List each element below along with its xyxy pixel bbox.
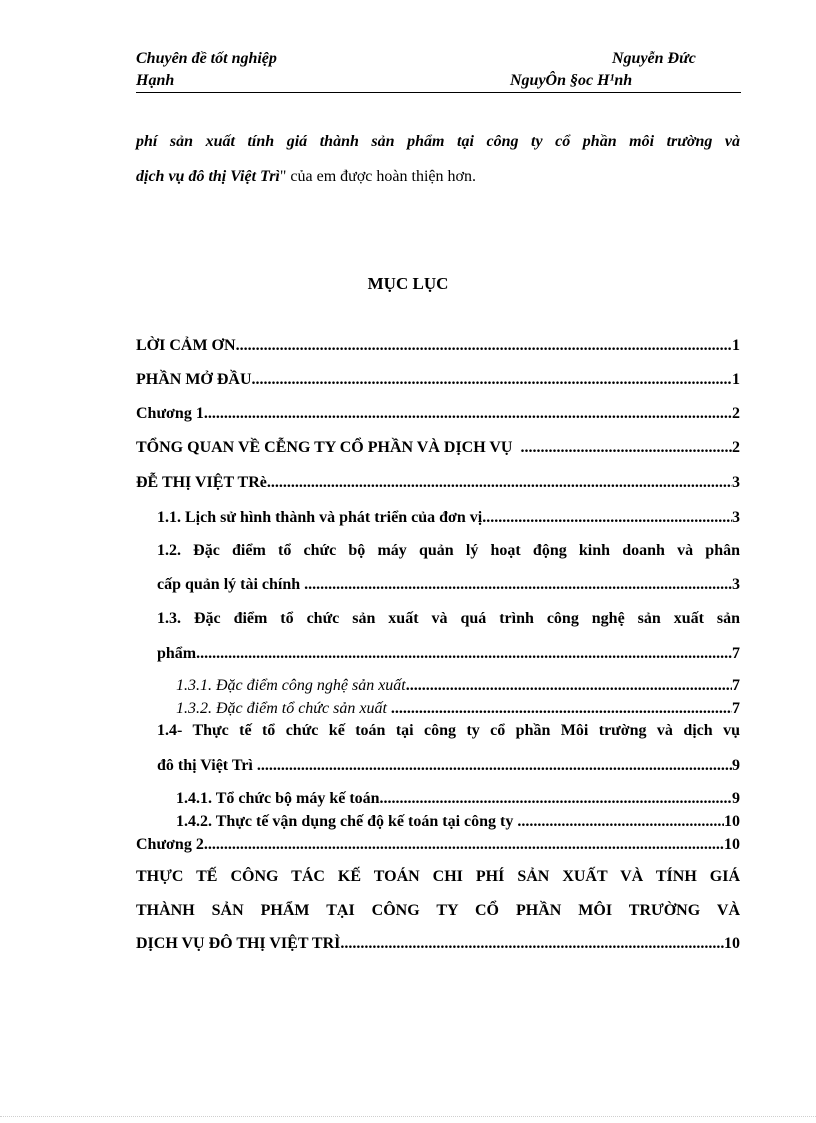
toc-entry[interactable] bbox=[176, 677, 740, 695]
toc-entry-page: 1 bbox=[732, 371, 740, 388]
toc-entry-text: 1.4.2. Thực tế vận dụng chế độ kế toán tại công ty bbox=[176, 813, 518, 830]
toc-entry-text: cấp quản lý tài chính bbox=[157, 576, 305, 593]
toc-entry-page: 3 bbox=[732, 509, 740, 526]
toc-entry-text: 1.4.1. Tổ chức bộ máy kế toán bbox=[176, 790, 380, 807]
toc-entry-page: 7 bbox=[732, 677, 740, 694]
toc-entry-page: 1 bbox=[732, 337, 740, 354]
header-left-line2: Hạnh bbox=[136, 72, 175, 89]
header-right-line1: Nguyễn Đức bbox=[612, 50, 696, 67]
toc-entry-page: 9 bbox=[732, 790, 740, 807]
intro-line1: phí sản xuất tính giá thành sản phẩm tại công ty cổ phần môi trường và bbox=[136, 133, 740, 150]
toc-title: MỤC LỤC bbox=[367, 274, 449, 293]
toc-entry-text: đô thị Việt Trì bbox=[157, 757, 257, 774]
intro-line2-bold: dịch vụ đô thị Việt Trì bbox=[136, 168, 280, 185]
toc-leader bbox=[304, 576, 732, 594]
toc-entry-page: 9 bbox=[732, 757, 740, 774]
toc-entry[interactable] bbox=[157, 576, 740, 594]
toc-leader bbox=[380, 790, 732, 808]
toc-entry[interactable] bbox=[157, 757, 740, 775]
toc-entry[interactable] bbox=[136, 836, 740, 854]
toc-leader bbox=[406, 677, 732, 695]
toc-entry[interactable] bbox=[157, 509, 740, 527]
toc-entry-page: 10 bbox=[724, 836, 740, 853]
toc-leader bbox=[204, 836, 724, 854]
toc-entry-page: 3 bbox=[732, 576, 740, 593]
toc-entry-page: 3 bbox=[732, 474, 740, 491]
toc-entry-page: 10 bbox=[724, 813, 740, 830]
toc-entry[interactable] bbox=[136, 439, 740, 457]
toc-entry-line1[interactable]: 1.4- Thực tế tổ chức kế toán tại công ty cổ phần Môi trường và dịch vụ bbox=[157, 722, 740, 739]
toc-leader bbox=[391, 700, 732, 718]
intro-line2 bbox=[136, 168, 741, 186]
toc-entry-text: TỔNG QUAN VỀ CỄNG TY CỔ PHẦN VÀ DỊCH VỤ bbox=[136, 439, 521, 456]
toc-entry-text: 1.3.1. Đặc điểm công nghệ sản xuất bbox=[176, 677, 406, 694]
toc-entry[interactable] bbox=[176, 813, 740, 831]
toc-entry-line1[interactable]: THỰC TẾ CÔNG TÁC KẾ TOÁN CHI PHÍ SẢN XUẤT VÀ TÍNH GIÁ bbox=[136, 868, 740, 885]
toc-leader bbox=[340, 935, 724, 953]
toc-entry[interactable] bbox=[136, 337, 740, 355]
toc-leader bbox=[204, 405, 732, 423]
toc-entry-text: phẩm bbox=[157, 645, 197, 662]
toc-entry[interactable] bbox=[157, 645, 740, 663]
toc-entry-page: 2 bbox=[732, 439, 740, 456]
toc-leader bbox=[196, 645, 732, 663]
toc-entry[interactable] bbox=[176, 790, 740, 808]
toc-leader bbox=[236, 337, 732, 355]
toc-entry[interactable] bbox=[136, 474, 740, 492]
toc-leader bbox=[517, 813, 724, 831]
toc-leader bbox=[252, 371, 732, 389]
toc-entry[interactable] bbox=[176, 700, 740, 718]
toc-entry-line1[interactable]: 1.2. Đặc điểm tổ chức bộ máy quản lý hoạt động kinh doanh và phân bbox=[157, 542, 740, 559]
toc-entry-line1[interactable]: 1.3. Đặc điểm tổ chức sản xuất và quá trình công nghệ sản xuất sản bbox=[157, 610, 740, 627]
toc-leader bbox=[267, 474, 732, 492]
toc-entry-text: Chương 2 bbox=[136, 836, 204, 853]
intro-line2-normal: " của em được hoàn thiện hơn. bbox=[279, 168, 476, 185]
header-divider bbox=[136, 92, 741, 93]
toc-entry-page: 7 bbox=[732, 645, 740, 662]
toc-entry-text: 1.3.2. Đặc điểm tổ chức sản xuất bbox=[176, 700, 391, 717]
toc-entry-text: 1.1. Lịch sử hình thành và phát triển của đơn vị. bbox=[157, 509, 487, 526]
toc-entry-page: 7 bbox=[732, 700, 740, 717]
toc-entry-text: PHẦN MỞ ĐẦU bbox=[136, 371, 252, 388]
toc-entry-text: ĐỄ THỊ VIỆT TRè bbox=[136, 474, 267, 491]
toc-entry-text: Chương 1 bbox=[136, 405, 204, 422]
toc-entry-page: 10 bbox=[724, 935, 740, 952]
toc-entry-text: LỜI CẢM ƠN bbox=[136, 337, 236, 354]
toc-leader bbox=[257, 757, 732, 775]
toc-entry[interactable] bbox=[136, 405, 740, 423]
toc-entry-text: DỊCH VỤ ĐÔ THỊ VIỆT TRÌ bbox=[136, 935, 341, 952]
toc-entry-line2[interactable]: THÀNH SẢN PHẨM TẠI CÔNG TY CỔ PHẦN MÔI TRƯỜNG VÀ bbox=[136, 902, 740, 919]
toc-entry-page: 2 bbox=[732, 405, 740, 422]
toc-entry[interactable] bbox=[136, 935, 740, 953]
toc-leader bbox=[486, 509, 732, 527]
page-bottom-border bbox=[0, 1116, 816, 1117]
toc-entry[interactable] bbox=[136, 371, 740, 389]
header-right-line2: NguyÔn §oc H¹nh bbox=[510, 72, 633, 89]
header-left-line1: Chuyên đề tốt nghiệp bbox=[136, 50, 277, 67]
toc-leader bbox=[520, 439, 732, 457]
